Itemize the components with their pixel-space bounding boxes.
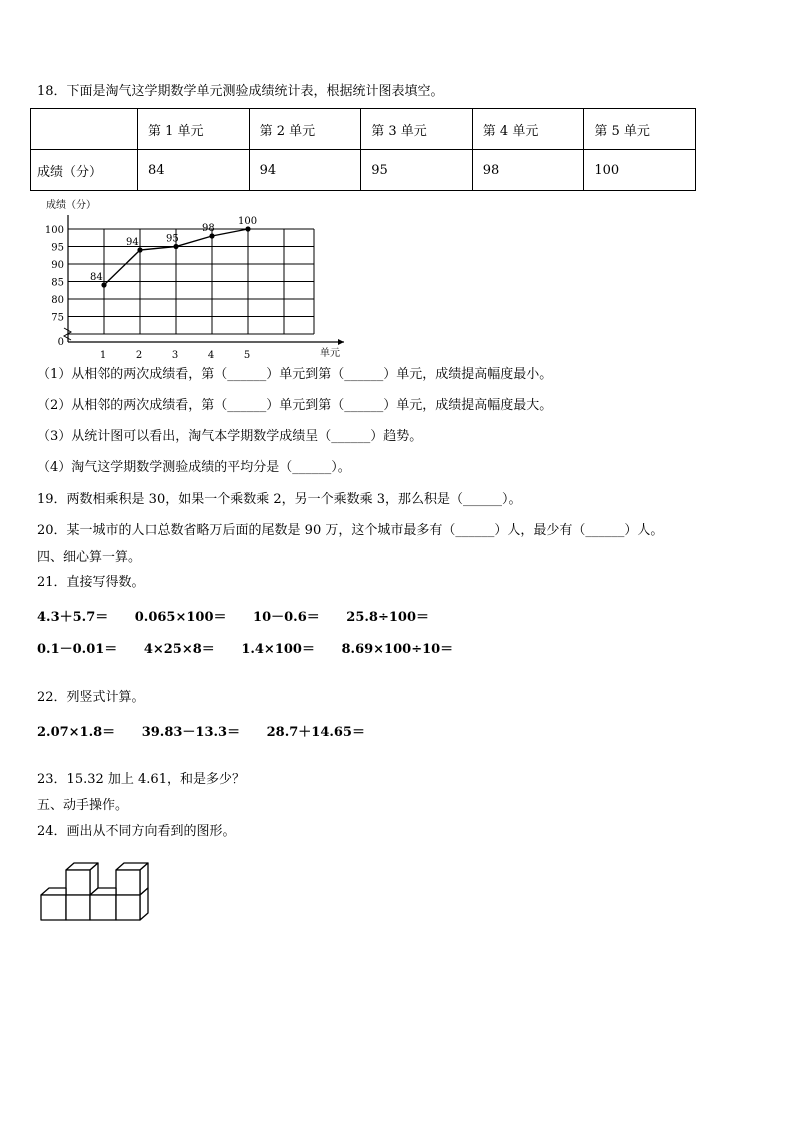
calc-item: 2.07×1.8＝: [37, 725, 116, 740]
q21-title: 21．直接写得数。: [37, 575, 145, 590]
x-axis-title: 单元: [320, 348, 340, 359]
table-row: [31, 150, 696, 191]
q18-question-3: （3）从统计图可以看出，淘气本学期数学成绩呈（______）趋势。: [37, 429, 423, 444]
cube-top-right: [116, 870, 140, 895]
data-label: 100: [238, 216, 258, 227]
calc-item: 28.7＋14.65＝: [266, 725, 365, 740]
cube-stack-figure: [36, 858, 156, 926]
table-header-cell: 第 3 单元: [361, 109, 473, 150]
data-label: 94: [126, 237, 139, 248]
data-point: [101, 282, 106, 287]
x-tick-label: 5: [243, 350, 251, 361]
q23-text: 23．15.32 加上 4.61，和是多少？: [37, 772, 245, 787]
y-tick-label: 75: [51, 312, 64, 324]
q18-title: 18．下面是淘气这学期数学单元测验成绩统计表，根据统计图表填空。: [37, 84, 444, 99]
calc-item: 39.83－13.3＝: [141, 725, 241, 740]
calc-item: 8.69×100÷10＝: [341, 642, 454, 657]
data-label: 95: [166, 233, 179, 245]
y-tick-label: 0: [57, 337, 64, 348]
data-point: [173, 244, 178, 249]
score-line-chart: [30, 196, 340, 361]
table-header-cell: 第 4 单元: [472, 109, 584, 150]
q24-text: 24．画出从不同方向看到的图形。: [37, 824, 236, 839]
cube-bottom-1: [41, 895, 66, 920]
cube-bottom-2: [66, 895, 90, 920]
calc-item: 0.1－0.01＝: [37, 642, 118, 657]
cube-bottom-3: [90, 895, 116, 920]
y-tick-label: 80: [51, 295, 64, 306]
x-tick-label: 2: [135, 350, 143, 361]
table-cell: 98: [472, 150, 584, 191]
calc-item: 4.3＋5.7＝: [37, 610, 109, 625]
score-table: [30, 108, 696, 191]
table-header-cell: 第 1 单元: [138, 109, 250, 150]
calc-item: 1.4×100＝: [241, 642, 315, 657]
table-row-label: 成绩（分）: [31, 150, 138, 191]
y-tick-label: 100: [44, 225, 64, 236]
table-cell: 95: [361, 150, 473, 191]
q18-question-4: （4）淘气这学期数学测验成绩的平均分是（______）。: [37, 460, 351, 475]
calc-item: 25.8÷100＝: [346, 610, 429, 625]
q21-row-1: [37, 606, 451, 625]
section-4-heading: 四、细心算一算。: [37, 550, 142, 565]
cube-bottom-4: [116, 895, 140, 920]
q22-title: 22．列竖式计算。: [37, 690, 145, 705]
table-corner-cell: [31, 109, 138, 150]
data-point: [137, 247, 142, 252]
y-tick-label: 90: [51, 260, 64, 271]
q21-row-2: [37, 638, 475, 657]
x-tick-label: 1: [99, 350, 107, 361]
x-tick-label: 4: [207, 350, 215, 361]
table-header-cell: 第 5 单元: [584, 109, 696, 150]
table-cell: 84: [138, 150, 250, 191]
y-axis-title: 成绩（分）: [46, 200, 96, 211]
y-tick-label: 85: [51, 277, 64, 289]
table-cell: 94: [249, 150, 361, 191]
table-cell: 100: [584, 150, 696, 191]
q19-text: 19．两数相乘积是 30，如果一个乘数乘 2，另一个乘数乘 3，那么积是（______）。: [37, 492, 522, 507]
data-label: 98: [202, 223, 215, 234]
data-label: 84: [90, 272, 103, 283]
q22-row: [37, 721, 387, 740]
cube-top-left: [66, 870, 90, 895]
y-tick-label: 95: [51, 242, 64, 254]
q18-question-1: （1）从相邻的两次成绩看，第（______）单元到第（______）单元，成绩提高幅度最小。: [37, 367, 553, 382]
calc-item: 4×25×8＝: [143, 642, 215, 657]
calc-item: 0.065×100＝: [134, 610, 227, 625]
x-axis-arrow: [338, 339, 344, 345]
data-point: [245, 226, 250, 231]
x-tick-label: 3: [171, 350, 179, 361]
section-5-heading: 五、动手操作。: [37, 798, 129, 813]
data-point: [209, 233, 214, 238]
calc-item: 10－0.6＝: [253, 610, 320, 625]
table-header-cell: 第 2 单元: [249, 109, 361, 150]
table-header-row: [31, 109, 696, 150]
q20-text: 20．某一城市的人口总数省略万后面的尾数是 90 万，这个城市最多有（______）人，最少有（______）人。: [37, 523, 664, 538]
q18-question-2: （2）从相邻的两次成绩看，第（______）单元到第（______）单元，成绩提高幅度最大。: [37, 398, 553, 413]
